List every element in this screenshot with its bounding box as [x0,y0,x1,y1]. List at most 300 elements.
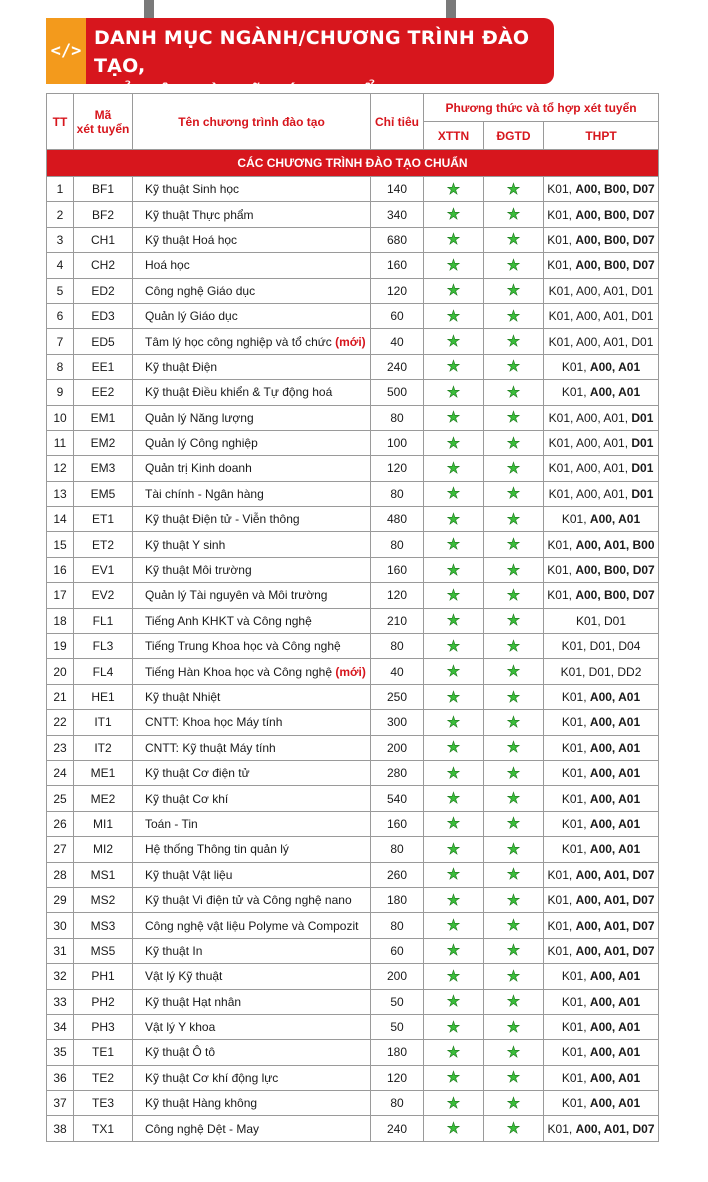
thpt-plain: K01, A00, A01, D01 [548,309,654,324]
row-xttn [424,811,484,836]
green-star-icon: ★ [446,764,461,782]
row-program-name [133,684,371,709]
row-tt: 26 [47,811,74,836]
row-thpt [544,507,659,532]
green-star-icon: ★ [446,409,461,427]
row-code: PH3 [74,1014,133,1039]
thpt-plain: K01, [547,563,576,578]
row-code: ED5 [74,329,133,354]
green-star-icon: ★ [446,333,461,351]
row-dgtd [484,760,544,785]
row-dgtd [484,913,544,938]
row-code: CH2 [74,253,133,278]
row-quota: 210 [371,608,424,633]
thpt-plain: K01, [547,918,576,933]
table-row [47,303,659,328]
row-xttn [424,1040,484,1065]
program-name-text: Kỹ thuật Ô tô [145,1045,216,1060]
row-xttn [424,659,484,684]
row-quota: 120 [371,456,424,481]
row-xttn [424,608,484,633]
green-star-icon: ★ [446,663,461,681]
table-row [47,557,659,582]
row-dgtd [484,557,544,582]
row-tt: 24 [47,760,74,785]
row-thpt [544,278,659,303]
row-thpt [544,303,659,328]
green-star-icon: ★ [446,993,461,1011]
row-xttn [424,303,484,328]
row-xttn [424,1065,484,1090]
row-xttn [424,837,484,862]
row-xttn [424,202,484,227]
row-program-name [133,227,371,252]
row-tt: 2 [47,202,74,227]
green-star-icon: ★ [446,561,461,579]
green-star-icon: ★ [446,866,461,884]
row-program-name [133,735,371,760]
row-thpt [544,862,659,887]
table-row [47,760,659,785]
program-name-text: Kỹ thuật Điện [145,359,218,374]
program-name-text: Tài chính - Ngân hàng [145,486,264,501]
row-quota: 80 [371,1091,424,1116]
title-banner [46,18,554,84]
green-star-icon: ★ [506,510,521,528]
thpt-plain: K01, [561,1045,590,1060]
green-star-icon: ★ [446,459,461,477]
table-row [47,380,659,405]
row-quota: 60 [371,938,424,963]
row-thpt [544,202,659,227]
row-program-name [133,786,371,811]
row-thpt [544,735,659,760]
row-dgtd [484,887,544,912]
row-program-name [133,887,371,912]
thpt-plain: K01, A00, A01, D01 [548,283,654,298]
row-tt: 13 [47,481,74,506]
row-program-name [133,303,371,328]
row-code: MS5 [74,938,133,963]
row-program-name [133,1091,371,1116]
thpt-bold: A00, A01 [589,816,641,831]
green-star-icon: ★ [506,256,521,274]
green-star-icon: ★ [506,333,521,351]
hanger-right [446,0,456,18]
row-program-name [133,1065,371,1090]
row-dgtd [484,583,544,608]
row-quota: 200 [371,735,424,760]
row-tt: 14 [47,507,74,532]
row-program-name [133,177,371,202]
row-quota: 480 [371,507,424,532]
row-xttn [424,989,484,1014]
table-row [47,278,659,303]
thpt-plain: K01, A00, A01, [548,486,632,501]
row-program-name [133,202,371,227]
green-star-icon: ★ [506,1120,521,1138]
row-quota: 120 [371,583,424,608]
thpt-bold: D01 [631,436,654,451]
row-thpt [544,786,659,811]
row-dgtd [484,329,544,354]
table-row [47,177,659,202]
row-quota: 60 [371,303,424,328]
row-xttn [424,1116,484,1141]
thpt-plain: K01, [547,182,576,197]
row-program-name [133,837,371,862]
row-dgtd [484,735,544,760]
row-program-name [133,710,371,735]
thpt-plain: K01, [561,994,590,1009]
green-star-icon: ★ [446,1094,461,1112]
row-tt: 3 [47,227,74,252]
green-star-icon: ★ [506,739,521,757]
program-name-text: Kỹ thuật Vi điện tử và Công nghệ nano [145,893,352,908]
thpt-bold: A00, B00, D07 [575,207,655,222]
thpt-plain: K01, [561,385,590,400]
row-tt: 23 [47,735,74,760]
thpt-plain: K01, A00, A01, D01 [548,334,654,349]
green-star-icon: ★ [446,1043,461,1061]
green-star-icon: ★ [446,942,461,960]
green-star-icon: ★ [446,282,461,300]
row-dgtd [484,253,544,278]
row-code: HE1 [74,684,133,709]
row-tt: 29 [47,887,74,912]
row-code: PH1 [74,964,133,989]
row-quota: 80 [371,532,424,557]
program-name-text: Công nghệ vật liệu Polyme và Compozit [145,918,359,933]
row-xttn [424,887,484,912]
row-thpt [544,1040,659,1065]
row-quota: 80 [371,481,424,506]
row-dgtd [484,659,544,684]
row-quota: 140 [371,177,424,202]
row-xttn [424,253,484,278]
thpt-plain: K01, [561,766,590,781]
row-tt: 28 [47,862,74,887]
thpt-plain: K01, [547,1121,576,1136]
row-tt: 31 [47,938,74,963]
row-xttn [424,964,484,989]
header-code [74,94,133,150]
row-quota: 100 [371,430,424,455]
row-tt: 11 [47,430,74,455]
row-xttn [424,430,484,455]
thpt-bold: A00, A01 [589,994,641,1009]
green-star-icon: ★ [506,586,521,604]
row-xttn [424,532,484,557]
row-dgtd [484,811,544,836]
row-tt: 9 [47,380,74,405]
row-program-name [133,760,371,785]
green-star-icon: ★ [446,891,461,909]
program-name-text: Hoá học [145,258,190,273]
green-star-icon: ★ [506,231,521,249]
table-row [47,1091,659,1116]
row-tt: 6 [47,303,74,328]
row-xttn [424,177,484,202]
table-row [47,481,659,506]
row-quota: 160 [371,811,424,836]
row-thpt [544,481,659,506]
thpt-bold: A00, A01 [589,715,641,730]
table-row [47,354,659,379]
program-name-text: Kỹ thuật Hàng không [145,1096,258,1111]
row-program-name [133,329,371,354]
green-star-icon: ★ [446,256,461,274]
row-thpt [544,329,659,354]
thpt-bold: A00, B00, D07 [575,232,655,247]
row-thpt [544,430,659,455]
table-row [47,938,659,963]
row-thpt [544,837,659,862]
row-program-name [133,253,371,278]
row-tt: 8 [47,354,74,379]
row-quota: 120 [371,278,424,303]
thpt-plain: K01, [547,537,576,552]
row-xttn [424,227,484,252]
table-row [47,202,659,227]
thpt-plain: K01, [561,1070,590,1085]
row-program-name [133,481,371,506]
row-xttn [424,329,484,354]
row-dgtd [484,634,544,659]
green-star-icon: ★ [506,993,521,1011]
table-row [47,1014,659,1039]
row-dgtd [484,1116,544,1141]
table-row [47,532,659,557]
row-thpt [544,557,659,582]
program-name-text: Kỹ thuật Sinh học [145,182,240,197]
row-thpt [544,177,659,202]
row-quota: 40 [371,329,424,354]
thpt-bold: A00, B00, D07 [575,588,655,603]
table-row [47,811,659,836]
table-row [47,964,659,989]
thpt-bold: A00, A01, B00 [575,537,655,552]
row-thpt [544,227,659,252]
row-tt: 34 [47,1014,74,1039]
table-row [47,430,659,455]
row-code: FL4 [74,659,133,684]
thpt-plain: K01, [561,690,590,704]
table-row [47,253,659,278]
green-star-icon: ★ [506,383,521,401]
row-tt: 27 [47,837,74,862]
row-xttn [424,1014,484,1039]
thpt-bold: A00, A01 [589,512,641,527]
row-dgtd [484,837,544,862]
green-star-icon: ★ [446,510,461,528]
section-title: CÁC CHƯƠNG TRÌNH ĐÀO TẠO CHUẨN [47,150,659,177]
row-quota: 500 [371,380,424,405]
row-dgtd [484,608,544,633]
hanger-left [144,0,154,18]
row-quota: 540 [371,786,424,811]
row-quota: 40 [371,659,424,684]
row-tt: 1 [47,177,74,202]
green-star-icon: ★ [506,942,521,960]
row-thpt [544,938,659,963]
green-star-icon: ★ [506,1094,521,1112]
row-program-name [133,405,371,430]
row-program-name [133,811,371,836]
program-name-text: Quản lý Công nghiệp [145,436,258,451]
thpt-plain: K01, [561,969,590,984]
row-code: ET2 [74,532,133,557]
program-name-text: Kỹ thuật Điện tử - Viễn thông [145,512,300,527]
row-dgtd [484,278,544,303]
green-star-icon: ★ [506,663,521,681]
row-tt: 4 [47,253,74,278]
program-name-text: Vật lý Kỹ thuật [145,969,223,984]
green-star-icon: ★ [446,485,461,503]
row-code: ME1 [74,760,133,785]
thpt-plain: K01, [547,588,576,603]
row-program-name [133,608,371,633]
table-row [47,1116,659,1141]
thpt-bold: A00, B00, D07 [575,563,655,578]
row-quota: 80 [371,405,424,430]
row-thpt [544,964,659,989]
new-tag: (mới) [335,334,366,349]
row-dgtd [484,177,544,202]
row-thpt [544,887,659,912]
thpt-plain: K01, [547,893,576,908]
row-xttn [424,583,484,608]
row-code: ET1 [74,507,133,532]
thpt-bold: A00, A01 [589,1096,641,1111]
row-code: ME2 [74,786,133,811]
row-xttn [424,760,484,785]
row-thpt [544,760,659,785]
green-star-icon: ★ [506,536,521,554]
row-quota: 180 [371,1040,424,1065]
table-row [47,684,659,709]
green-star-icon: ★ [506,688,521,706]
thpt-plain: K01, [547,232,576,247]
row-tt: 38 [47,1116,74,1141]
row-program-name [133,354,371,379]
row-xttn [424,354,484,379]
green-star-icon: ★ [506,561,521,579]
thpt-bold: A00, A01 [589,791,641,806]
row-dgtd [484,989,544,1014]
table-row [47,862,659,887]
green-star-icon: ★ [446,739,461,757]
row-thpt [544,583,659,608]
header-quota: Chỉ tiêu [371,94,424,150]
row-tt: 21 [47,684,74,709]
row-code: BF1 [74,177,133,202]
thpt-plain: K01, A00, A01, [548,410,632,425]
row-dgtd [484,405,544,430]
row-xttn [424,634,484,659]
program-name-text: Kỹ thuật Nhiệt [145,690,221,704]
thpt-plain: K01, A00, A01, [548,461,632,476]
header-thpt: THPT [544,122,659,150]
header-code-line1: Mã [94,107,112,122]
thpt-bold: A00, A01 [589,1070,641,1085]
program-name-text: CNTT: Kỹ thuật Máy tính [145,740,276,755]
green-star-icon: ★ [446,612,461,630]
table-row [47,837,659,862]
row-quota: 240 [371,354,424,379]
row-quota: 680 [371,227,424,252]
green-star-icon: ★ [446,434,461,452]
program-name-text: Kỹ thuật Hạt nhân [145,994,242,1009]
row-tt: 32 [47,964,74,989]
thpt-bold: A00, A01 [589,385,641,400]
row-program-name [133,989,371,1014]
row-dgtd [484,532,544,557]
row-xttn [424,735,484,760]
thpt-bold: A00, A01, D07 [575,943,655,958]
green-star-icon: ★ [506,206,521,224]
row-tt: 15 [47,532,74,557]
green-star-icon: ★ [446,358,461,376]
row-dgtd [484,1065,544,1090]
row-dgtd [484,380,544,405]
row-program-name [133,1040,371,1065]
thpt-bold: A00, A01 [589,359,641,374]
table-row [47,507,659,532]
row-dgtd [484,938,544,963]
program-name-text: Công nghệ Dệt - May [145,1121,260,1136]
program-name-text: Toán - Tin [145,816,198,831]
row-code: MI2 [74,837,133,862]
row-dgtd [484,786,544,811]
row-code: TX1 [74,1116,133,1141]
thpt-bold: A00, A01, D07 [575,893,655,908]
green-star-icon: ★ [446,206,461,224]
row-program-name [133,862,371,887]
row-quota: 260 [371,862,424,887]
table-row [47,913,659,938]
row-code: IT2 [74,735,133,760]
row-quota: 250 [371,684,424,709]
row-tt: 36 [47,1065,74,1090]
thpt-plain: K01, [561,842,590,857]
row-quota: 200 [371,964,424,989]
program-name-text: Công nghệ Giáo dục [145,283,256,298]
row-tt: 22 [47,710,74,735]
row-dgtd [484,202,544,227]
row-tt: 37 [47,1091,74,1116]
row-quota: 120 [371,1065,424,1090]
row-code: MS3 [74,913,133,938]
row-dgtd [484,1040,544,1065]
thpt-plain: K01, [561,740,590,755]
green-star-icon: ★ [506,1069,521,1087]
row-quota: 160 [371,253,424,278]
thpt-bold: A00, A01 [589,842,641,857]
thpt-plain: K01, [561,715,590,730]
thpt-plain: K01, [547,207,576,222]
green-star-icon: ★ [446,536,461,554]
row-quota: 80 [371,634,424,659]
row-program-name [133,507,371,532]
row-program-name [133,964,371,989]
green-star-icon: ★ [446,180,461,198]
row-quota: 80 [371,913,424,938]
table-row [47,329,659,354]
green-star-icon: ★ [506,967,521,985]
row-dgtd [484,354,544,379]
green-star-icon: ★ [506,790,521,808]
